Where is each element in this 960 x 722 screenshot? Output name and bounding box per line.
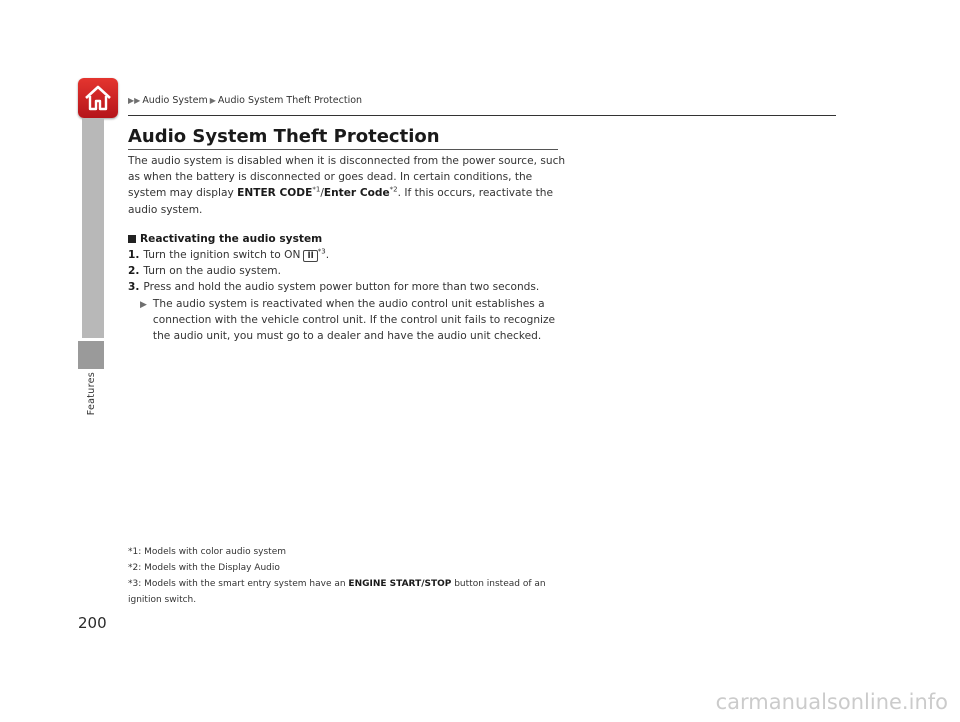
section-label: Features xyxy=(86,372,97,416)
breadcrumb xyxy=(128,95,362,106)
breadcrumb-item[interactable]: Audio System Theft Protection xyxy=(217,95,363,106)
footnote-2: *2: Models with the Display Audio xyxy=(128,563,280,573)
step-1: 1. Turn the ignition switch to ON II $^{*3}$. xyxy=(128,247,330,262)
breadcrumb-item[interactable]: Audio System xyxy=(142,95,208,106)
title-rule xyxy=(128,149,558,150)
page-title: Audio System Theft Protection xyxy=(128,126,440,147)
step-3-result: ▶ The audio system is reactivated when the audio control unit establishes a connection with the vehicle control unit. If the control unit fails to recognize the audio unit, you must go to a dealer and have the audio unit checked. xyxy=(128,296,568,345)
intro-paragraph: The audio system is disabled when it is disconnected from the power source, such as when the battery is disconnected or goes dead. In certain conditions, the system may display ENTER CODE$^{*1}$/Enter Code$^{*2}$. If this occurs, reactivate the audio system. xyxy=(128,155,566,216)
chevron-right-icon: ▶ xyxy=(209,96,216,105)
section-tab-features[interactable] xyxy=(78,341,104,369)
ignition-key-icon: II xyxy=(303,250,317,262)
footnote-1: *1: Models with color audio system xyxy=(128,547,287,557)
header-rule xyxy=(128,115,836,116)
chevron-right-icon: ▶▶ xyxy=(128,96,141,105)
section-heading: Reactivating the audio system xyxy=(128,231,568,247)
home-button[interactable] xyxy=(78,78,118,118)
watermark: carmanualsonline.info xyxy=(715,690,948,714)
page-number: 200 xyxy=(78,614,107,632)
footnote-3: *3: Models with the smart entry system have an ENGINE START/STOP button instead of an ignition switch. xyxy=(128,579,546,605)
body-content xyxy=(128,153,568,344)
footnotes xyxy=(128,544,578,608)
step-2: 2. Turn on the audio system. xyxy=(128,265,281,278)
side-bar xyxy=(82,118,104,338)
step-3: 3. Press and hold the audio system power button for more than two seconds. xyxy=(128,281,540,294)
arrow-right-icon: ▶ xyxy=(140,299,147,310)
home-icon xyxy=(83,84,113,112)
square-bullet-icon xyxy=(128,235,136,243)
